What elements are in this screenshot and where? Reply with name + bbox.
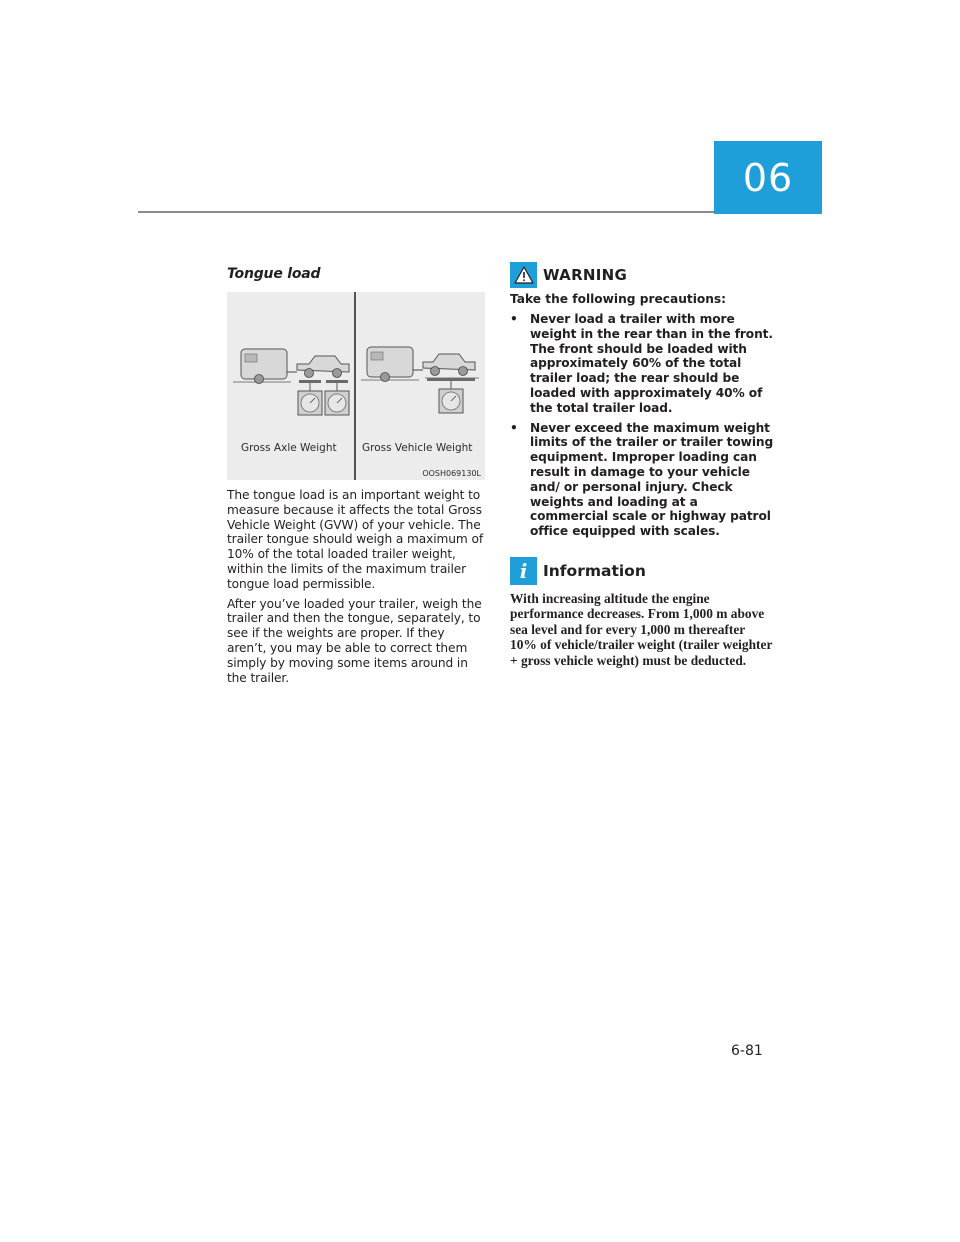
left-car-illustration [297,356,349,378]
left-trailer-illustration [233,349,297,384]
info-icon: i [510,557,537,585]
chapter-number: 06 [742,155,794,200]
information-header [510,557,775,585]
warning-item [510,312,775,416]
warning-item [510,421,775,539]
warning-icon [510,262,537,288]
information-title: Information [543,561,646,580]
header-divider [138,211,714,213]
warning-header [510,262,775,288]
right-trailer-illustration [361,347,423,382]
right-column [510,262,775,668]
right-car-illustration [423,354,479,378]
tongue-load-figure [227,292,485,480]
body-paragraph-1: The tongue load is an important weight to measure because it affects the total Gross Vehicle Weight (GVW) of your vehicle. The trailer tongue should weigh a maximum of 10% of the total loaded trailer weight, within the limits of the maximum trailer tongue load permissible. [227,488,484,591]
section-title: Tongue load [227,266,321,282]
chapter-tab [714,141,822,214]
warning-title: WARNING [543,266,628,284]
bullet: • [510,312,518,326]
bullet: • [510,420,518,435]
information-text: With increasing altitude the engine performance decreases. From 1,000 m above sea level and for every 1,000 m thereafter 10% of vehicle/trailer weight (trailer weighter + gross vehicle weight) must be deducted. [510,590,773,668]
left-scale-2 [325,380,349,415]
page-number: 6-81 [731,1043,763,1059]
figure-code: OOSH069130L [422,469,481,478]
warning-item-text: Never load a trailer with more weight in the rear than in the front. The front should be loaded with approximately 60% of the total trailer load; the rear should be loaded with approximately 40% of the total trailer load. [530,312,773,415]
body-paragraph-2: After you’ve loaded your trailer, weigh the trailer and then the tongue, separately, to see if the weights are proper. If they aren’t, you may be able to correct them simply by moving some items around in the trailer. [227,596,482,685]
figure-caption-right: Gross Vehicle Weight [362,442,473,454]
right-scale [427,378,475,413]
left-column [227,262,487,685]
warning-list [510,312,775,539]
warning-intro: Take the following precautions: [510,292,727,306]
figure-caption-left: Gross Axle Weight [241,442,337,454]
left-scale-1 [298,380,322,415]
warning-item-text: Never exceed the maximum weight limits of the trailer or trailer towing equipment. Improper loading can result in damage to your vehicle and/ or personal injury. Check weights and loading at a commercial scale or highway patrol office equipped with scales. [530,420,774,539]
